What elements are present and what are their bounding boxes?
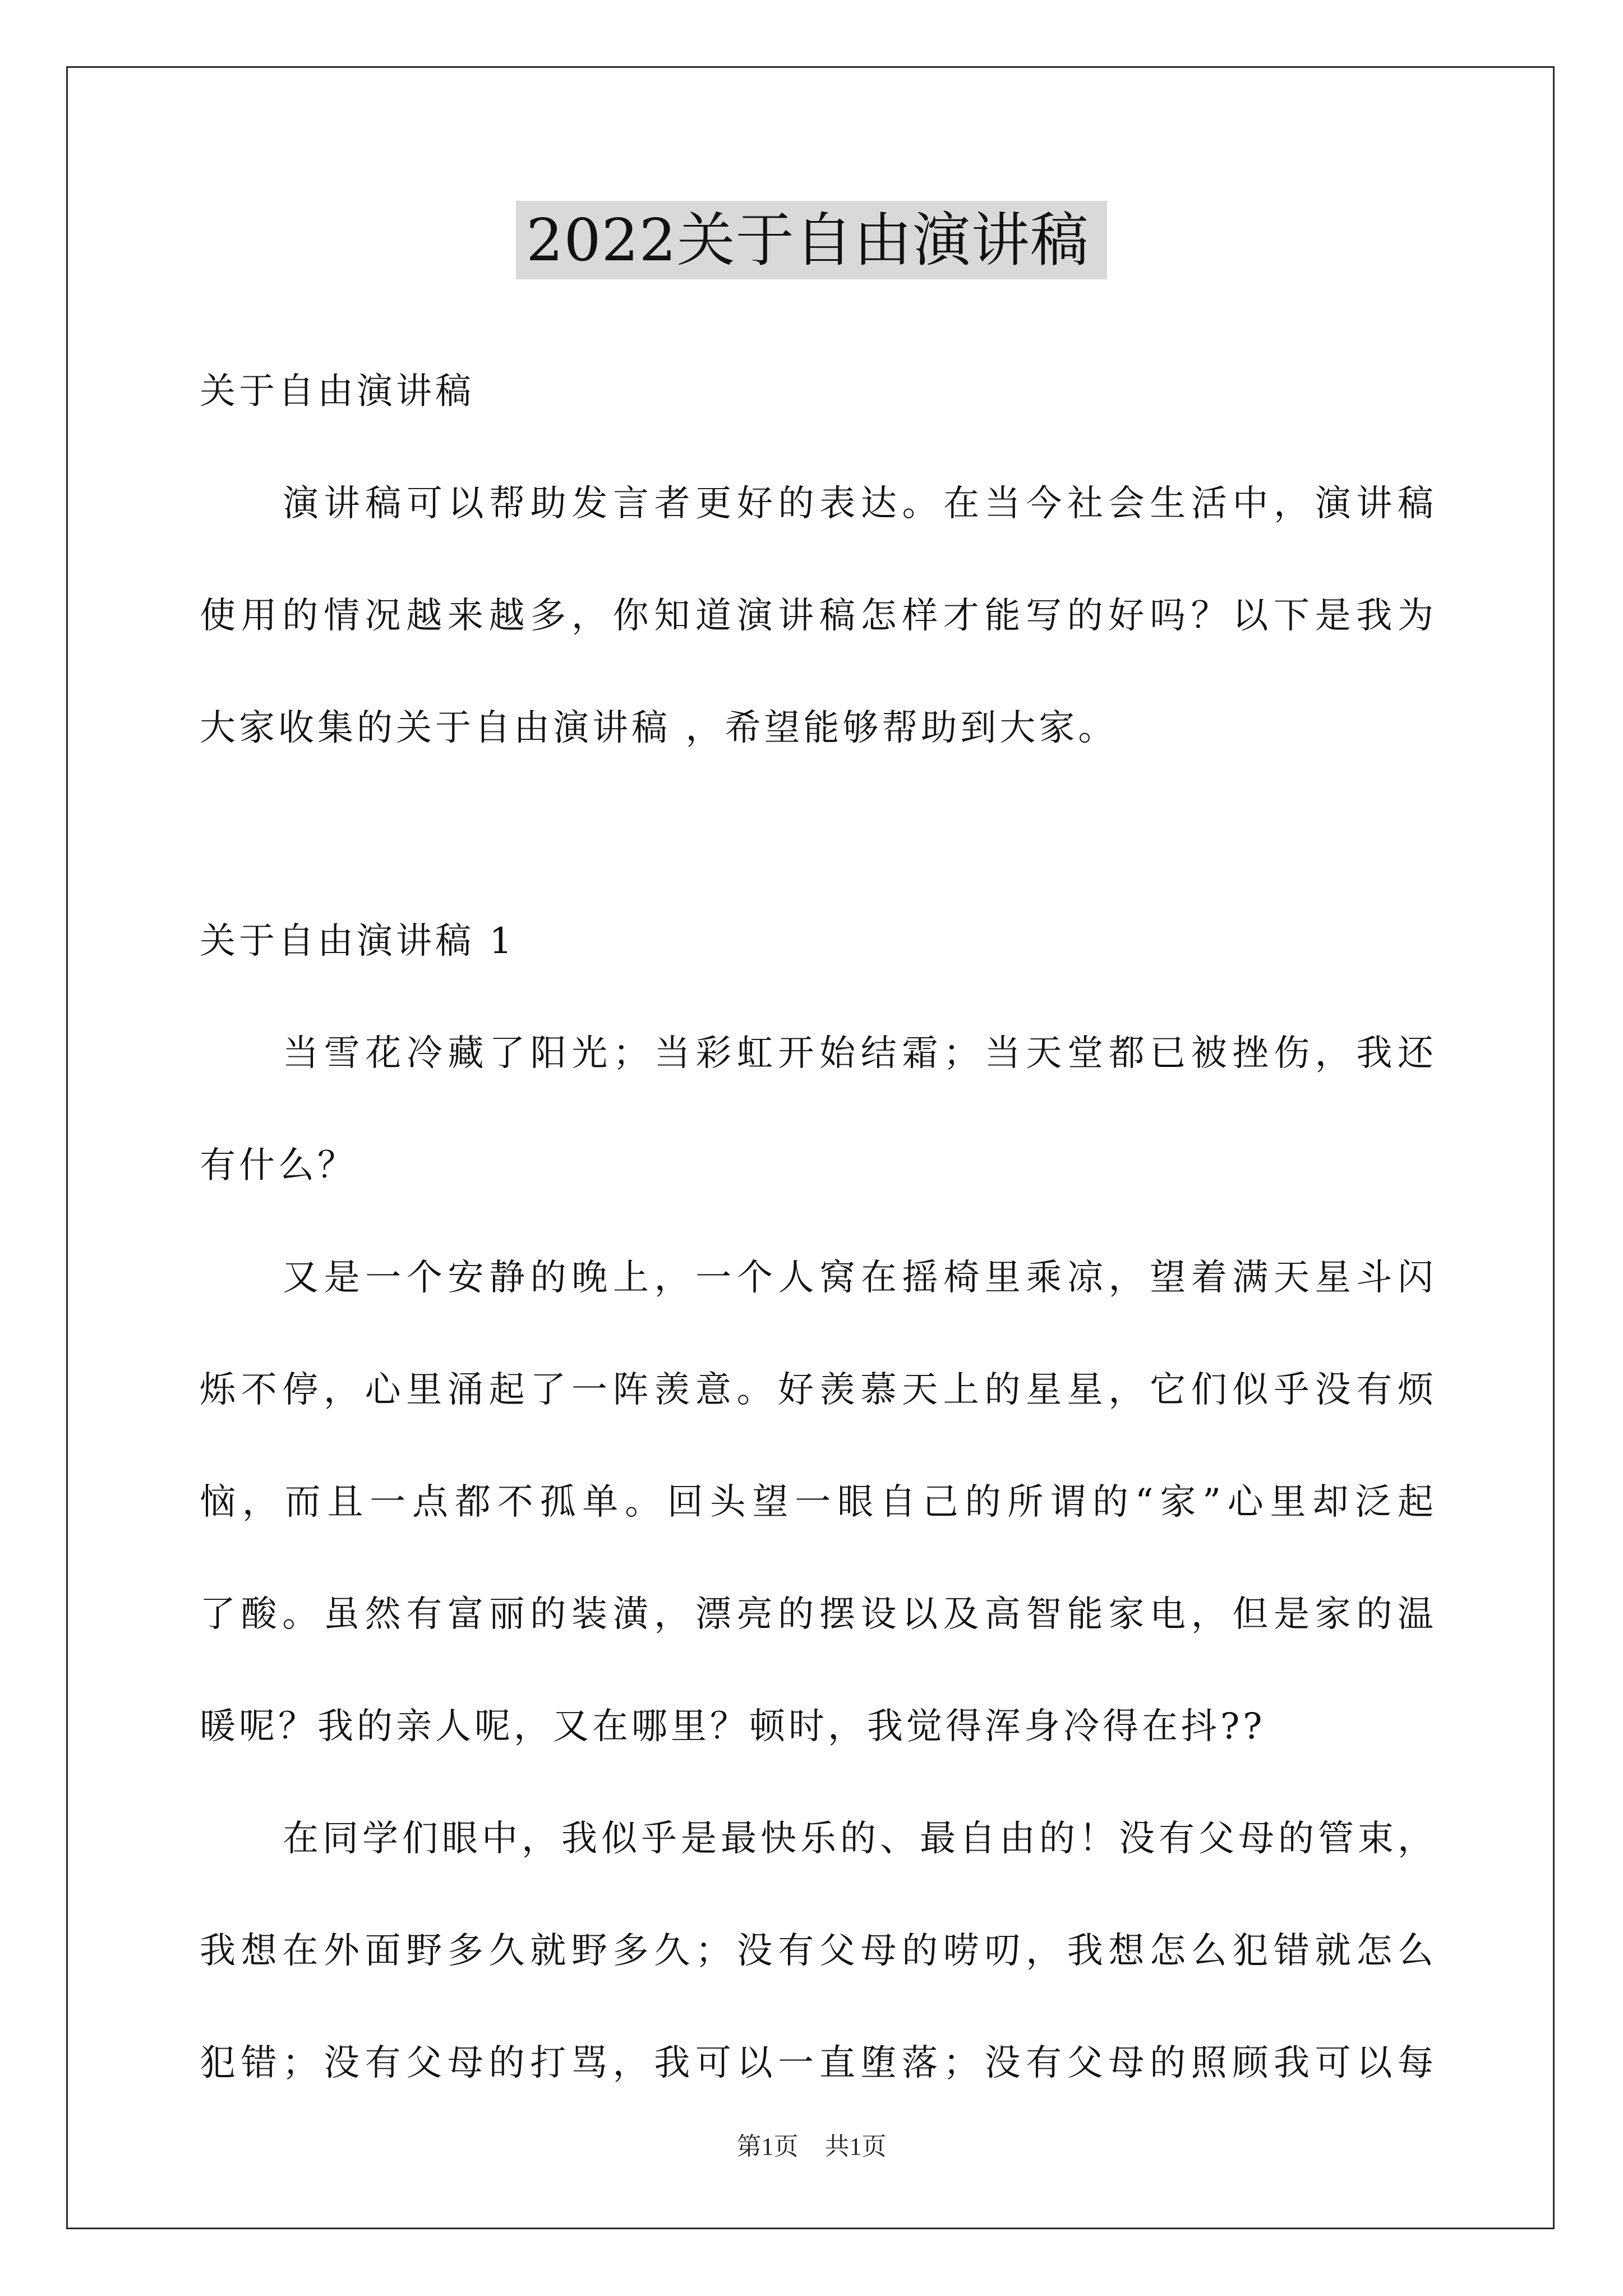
paragraph-1-line-1: 当雪花冷藏了阳光；当彩虹开始结霜；当天堂都已被挫伤，我还 xyxy=(283,1033,1433,1074)
document-title: 2022关于自由演讲稿 xyxy=(516,201,1107,279)
paragraph-2-line-1: 又是一个安静的晚上，一个人窝在摇椅里乘凉，望着满天星斗闪 xyxy=(283,1257,1433,1299)
paragraph-3-line-1: 在同学们眼中，我似乎是最快乐的、最自由的！没有父母的管束， xyxy=(283,1818,1433,1860)
intro-line-3: 大家收集的关于自由演讲稿 ，希望能够帮助到大家。 xyxy=(200,707,1118,749)
intro-line-1: 演讲稿可以帮助发言者更好的表达。在当今社会生活中，演讲稿 xyxy=(283,483,1433,524)
section-gap xyxy=(200,784,1433,885)
paragraph-2-line-5: 暖呢？我的亲人呢，又在哪里？顿时，我觉得浑身冷得在抖?? xyxy=(200,1706,1266,1747)
paragraph-2-line-2: 烁不停，心里涌起了一阵羡意。好羡慕天上的星星，它们似乎没有烦 xyxy=(200,1369,1433,1411)
document-body xyxy=(200,335,1433,2119)
page-number: 第1页 xyxy=(736,2133,799,2160)
paragraph-3-line-3: 犯错；没有父母的打骂，我可以一直堕落；没有父母的照顾我可以每 xyxy=(200,2042,1433,2084)
section-heading: 关于自由演讲稿 1 xyxy=(200,921,516,962)
paragraph-1-line-2: 有什么？ xyxy=(200,1145,357,1186)
page-total: 共1页 xyxy=(824,2133,887,2160)
paragraph-2-line-3: 恼，而且一点都不孤单。回头望一眼自己的所谓的“家”心里却泛起 xyxy=(200,1481,1433,1523)
page-footer xyxy=(0,2126,1623,2162)
paragraph-3-line-2: 我想在外面野多久就野多久；没有父母的唠叨，我想怎么犯错就怎么 xyxy=(200,1930,1433,1972)
paragraph-2-line-4: 了酸。虽然有富丽的装潢，漂亮的摆设以及高智能家电，但是家的温 xyxy=(200,1594,1433,1635)
subtitle: 关于自由演讲稿 xyxy=(200,371,474,412)
document-title-wrapper xyxy=(0,201,1623,279)
intro-line-2: 使用的情况越来越多，你知道演讲稿怎样才能写的好吗？以下是我为 xyxy=(200,595,1433,637)
